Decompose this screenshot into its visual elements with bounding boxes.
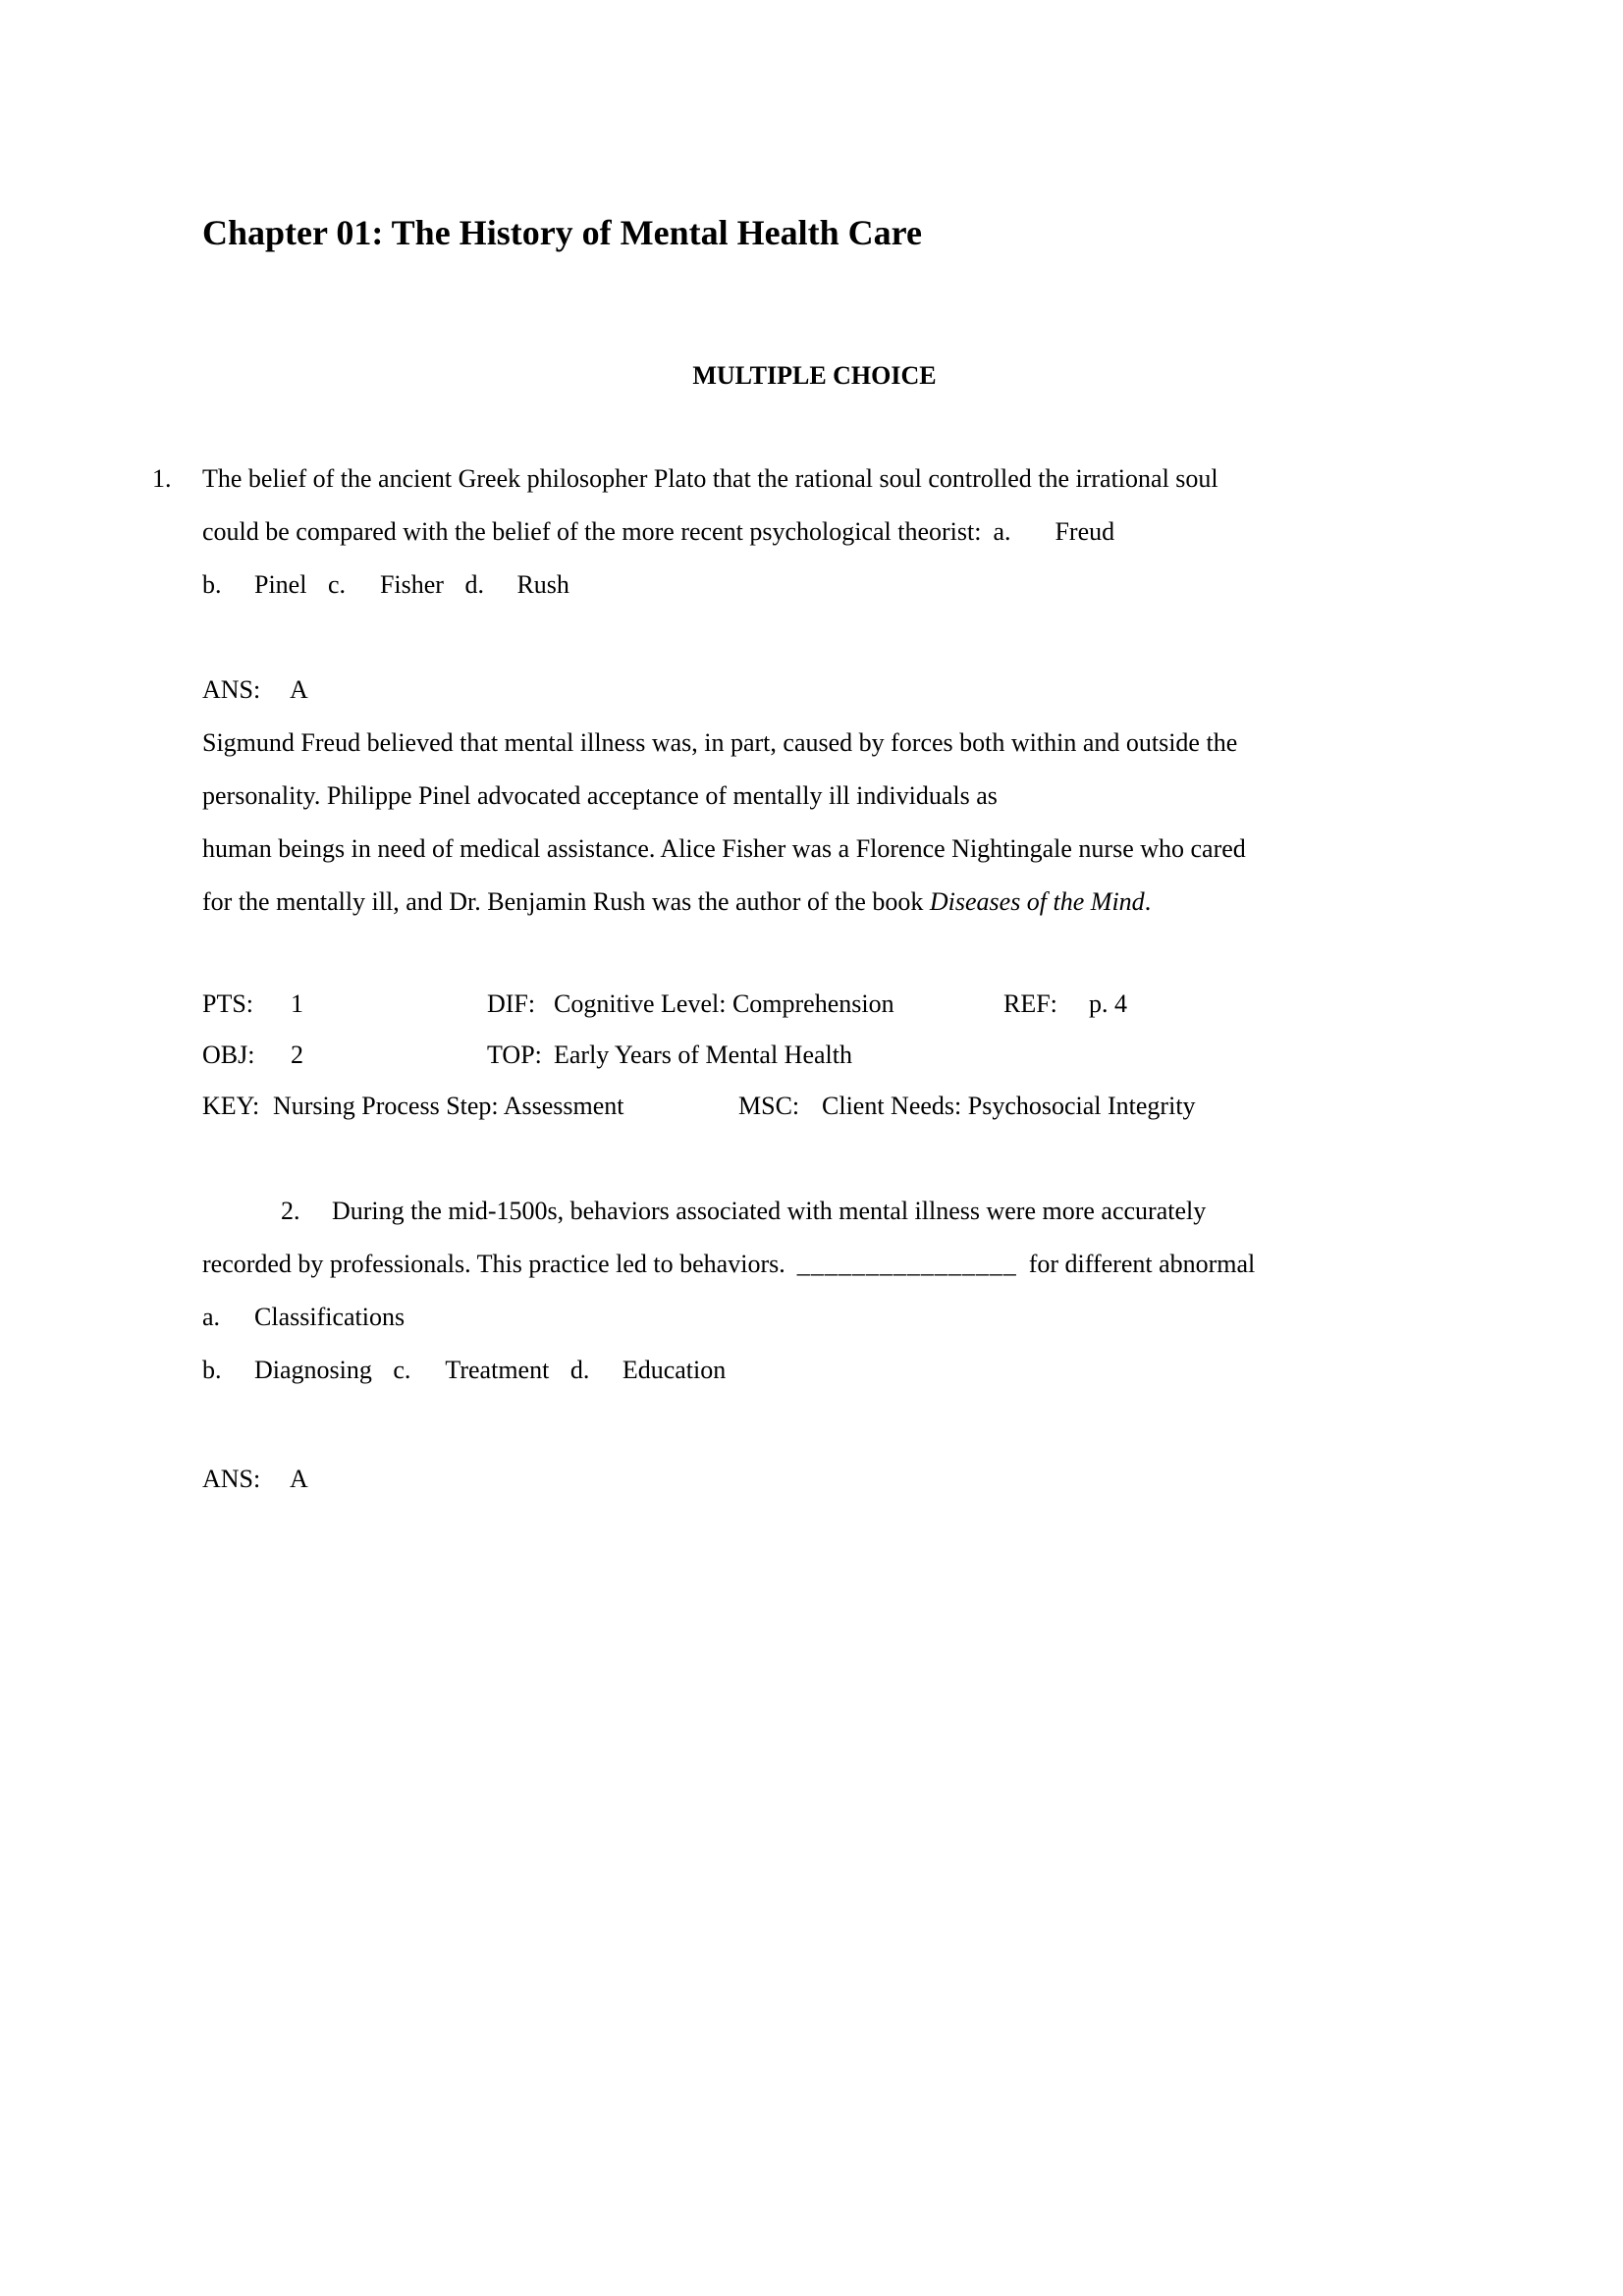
msc-value: Client Needs: Psychosocial Integrity <box>822 1092 1196 1120</box>
ref-value: p. 4 <box>1089 989 1127 1018</box>
question-1-number: 1. <box>152 464 172 493</box>
pts-label: PTS: <box>202 989 254 1018</box>
question-1-answer-line <box>202 664 1427 717</box>
question-1-stem-line-1: The belief of the ancient Greek philosopher Plato that the rational soul controlled the irrational soul <box>202 464 1218 493</box>
question-2-option-a-row <box>202 1291 1427 1344</box>
question-1-option-b <box>202 570 306 599</box>
dif-value: Cognitive Level: Comprehension <box>554 989 894 1018</box>
chapter-title: Chapter 01: The History of Mental Health Care <box>202 213 922 252</box>
question-1-answer-value: A <box>290 675 308 704</box>
question-1-option-c <box>328 570 444 599</box>
question-1-option-d <box>464 570 568 599</box>
question-1-stem-line-2-row <box>202 506 1427 559</box>
question-2-number: 2. <box>281 1197 300 1225</box>
question-2-answer-value: A <box>290 1465 308 1493</box>
question-1-stem-line-1-row <box>152 453 1427 506</box>
question-2-option-b-text: Diagnosing <box>254 1356 372 1384</box>
question-1-option-c-text: Fisher <box>379 570 444 599</box>
question-2 <box>202 1185 1427 1506</box>
question-2-option-a-letter: a. <box>202 1303 221 1331</box>
question-2-option-b <box>202 1356 372 1384</box>
question-1 <box>152 453 1427 1132</box>
obj-value: 2 <box>291 1041 303 1069</box>
question-2-stem-line-1-row <box>202 1185 1427 1238</box>
question-1-rationale-line-2: personality. Philippe Pinel advocated acceptance of mentally ill individuals as <box>202 781 998 810</box>
metadata-row-obj-top <box>202 1030 1427 1081</box>
top-label: TOP: <box>487 1041 542 1069</box>
top-value: Early Years of Mental Health <box>554 1041 852 1069</box>
question-1-option-d-text: Rush <box>516 570 569 599</box>
question-1-rationale <box>202 717 1427 929</box>
question-2-answer-line <box>202 1453 1427 1506</box>
question-2-stem-line-2: recorded by professionals. This practice led to behaviors. <box>202 1250 785 1278</box>
ref-label: REF: <box>1003 989 1057 1018</box>
question-2-stem-line-1: During the mid-1500s, behaviors associated with mental illness were more accurately <box>332 1197 1207 1225</box>
question-1-option-d-letter: d. <box>464 570 484 599</box>
question-2-option-d-letter: d. <box>569 1356 590 1384</box>
question-1-rationale-line-1: Sigmund Freud believed that mental illness was, in part, caused by forces both within and outside the <box>202 728 1238 757</box>
question-1-answer-label: ANS: <box>202 675 261 704</box>
metadata-row-pts-dif-ref <box>202 979 1427 1030</box>
metadata-row-key-msc <box>202 1081 1427 1132</box>
question-2-answer-label: ANS: <box>202 1465 261 1493</box>
msc-label: MSC: <box>738 1092 800 1120</box>
question-2-option-c-letter: c. <box>393 1356 411 1384</box>
question-1-stem-line-2: could be compared with the belief of the more recent psychological theorist: <box>202 517 982 546</box>
question-1-rationale-line-3: human beings in need of medical assistance. Alice Fisher was a Florence Nightingale nurse who cared <box>202 834 1246 863</box>
question-1-options-row <box>202 559 1427 612</box>
obj-label: OBJ: <box>202 1041 255 1069</box>
pts-value: 1 <box>291 989 303 1018</box>
question-1-option-a-letter: a. <box>993 517 1011 546</box>
question-1-option-a-text: Freud <box>1055 517 1115 546</box>
question-2-options-row <box>202 1344 1427 1397</box>
question-2-option-c-text: Treatment <box>445 1356 550 1384</box>
question-2-option-d-text: Education <box>622 1356 727 1384</box>
question-2-stem-line-2-after: for different abnormal <box>1028 1250 1256 1278</box>
question-2-option-c <box>393 1356 549 1384</box>
question-1-rationale-line-4-suffix: . <box>1144 887 1152 916</box>
dif-label: DIF: <box>487 989 536 1018</box>
key-value: Nursing Process Step: Assessment <box>273 1092 624 1120</box>
book-title: Diseases of the Mind <box>929 887 1145 916</box>
question-1-option-b-letter: b. <box>202 570 222 599</box>
key-label: KEY: <box>202 1092 260 1120</box>
question-2-stem-line-2-row <box>202 1238 1427 1291</box>
question-2-option-a-text: Classifications <box>254 1303 406 1331</box>
question-1-option-c-letter: c. <box>327 570 346 599</box>
fill-in-blank: ________________ <box>796 1250 1017 1278</box>
question-1-rationale-line-4 <box>202 876 1427 929</box>
question-2-option-b-letter: b. <box>202 1356 222 1384</box>
question-1-option-b-text: Pinel <box>254 570 307 599</box>
question-1-rationale-line-4-text: for the mentally ill, and Dr. Benjamin Rush was the author of the book <box>202 887 930 916</box>
section-heading: MULTIPLE CHOICE <box>692 361 937 390</box>
question-1-metadata <box>202 979 1427 1132</box>
question-2-option-d <box>570 1356 726 1384</box>
